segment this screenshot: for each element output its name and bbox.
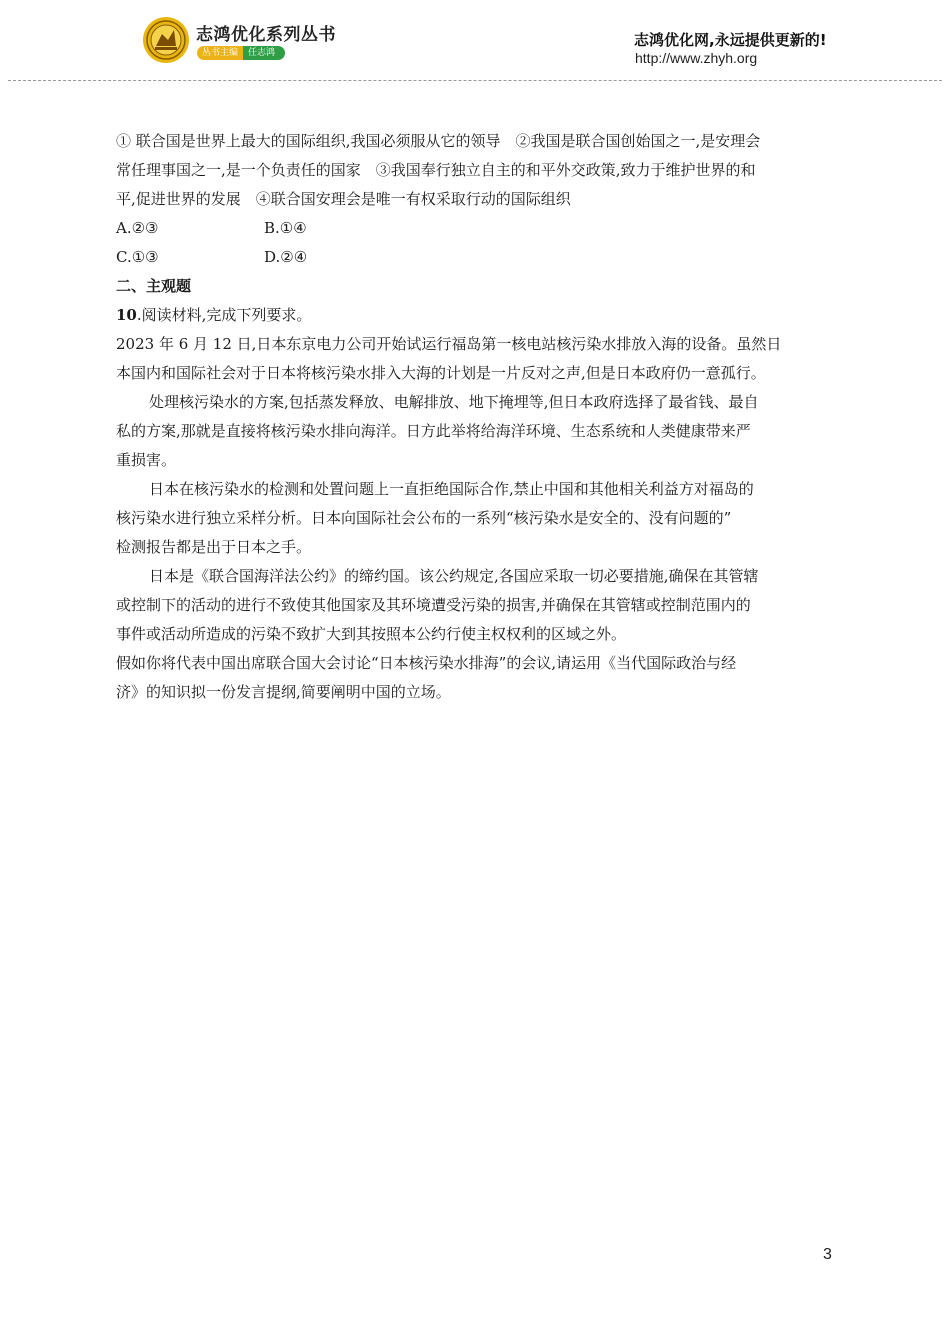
material-line: 日本在核污染水的检测和处置问题上一直拒绝国际合作,禁止中国和其他相关利益方对福岛的 <box>149 480 754 498</box>
q9-statement-line: 平,促进世界的发展 ④联合国安理会是唯一有权采取行动的国际组织 <box>116 190 571 208</box>
material-line: 本国内和国际社会对于日本将核污染水排入大海的计划是一片反对之声,但是日本政府仍一意孤行。 <box>116 364 766 382</box>
q9-statement-line: 常任理事国之一,是一个负责任的国家 ③我国奉行独立自主的和平外交政策,致力于维护世界的和 <box>116 161 756 179</box>
header-divider <box>8 80 942 81</box>
material-line: 核污染水进行独立采样分析。日本向国际社会公布的一系列“核污染水是安全的、没有问题的” <box>116 509 732 527</box>
material-line: 重损害。 <box>116 451 177 469</box>
option-b: B.①④ <box>264 219 307 237</box>
material-line: 事件或活动所造成的污染不致扩大到其按照本公约行使主权权利的区域之外。 <box>116 625 627 643</box>
task-line: 济》的知识拟一份发言提纲,简要阐明中国的立场。 <box>116 683 451 701</box>
document-body <box>116 127 832 707</box>
material-line: 处理核污染水的方案,包括蒸发释放、电解排放、地下掩埋等,但日本政府选择了最省钱、最自 <box>149 393 759 411</box>
zhihong-seal-logo-icon <box>142 16 190 64</box>
option-d: D.②④ <box>264 248 308 266</box>
material-line: 或控制下的活动的进行不致使其他国家及其环境遭受污染的损害,并确保在其管辖或控制范围内的 <box>116 596 751 614</box>
material-line: 日本是《联合国海洋法公约》的缔约国。该公约规定,各国应采取一切必要措施,确保在其管辖 <box>149 567 759 585</box>
material-line: 私的方案,那就是直接将核污染水排向海洋。日方此举将给海洋环境、生态系统和人类健康带来严 <box>116 422 751 440</box>
section-heading: 二、主观题 <box>116 277 192 295</box>
editor-name: 任志鸿 <box>243 46 285 60</box>
editor-label: 丛书主编 <box>197 46 243 60</box>
page-number: 3 <box>823 1246 832 1263</box>
question-prompt: .阅读材料,完成下列要求。 <box>136 306 312 324</box>
option-c: C.①③ <box>116 248 159 266</box>
editor-badge <box>197 46 285 60</box>
page-header <box>0 0 950 82</box>
material-line: 检测报告都是出于日本之手。 <box>116 538 312 556</box>
site-url-link[interactable]: http://www.zhyh.org <box>635 50 758 66</box>
q9-statement-line: ① 联合国是世界上最大的国际组织,我国必须服从它的领导 ②我国是联合国创始国之一,是安理会 <box>116 132 761 150</box>
q9-options-row <box>116 243 832 272</box>
question-number: 10 <box>116 306 137 324</box>
series-title: 志鸿优化系列丛书 <box>196 25 336 45</box>
site-slogan: 志鸿优化网,永远提供更新的! <box>634 31 827 49</box>
q9-options-row <box>116 214 832 243</box>
q10-prompt <box>116 301 832 330</box>
option-a: A.②③ <box>116 219 159 237</box>
material-line: 2023 年 6 月 12 日,日本东京电力公司开始试运行福岛第一核电站核污染水排放入海的设备。虽然日 <box>116 335 782 353</box>
task-line: 假如你将代表中国出席联合国大会讨论“日本核污染水排海”的会议,请运用《当代国际政治与经 <box>116 654 737 672</box>
